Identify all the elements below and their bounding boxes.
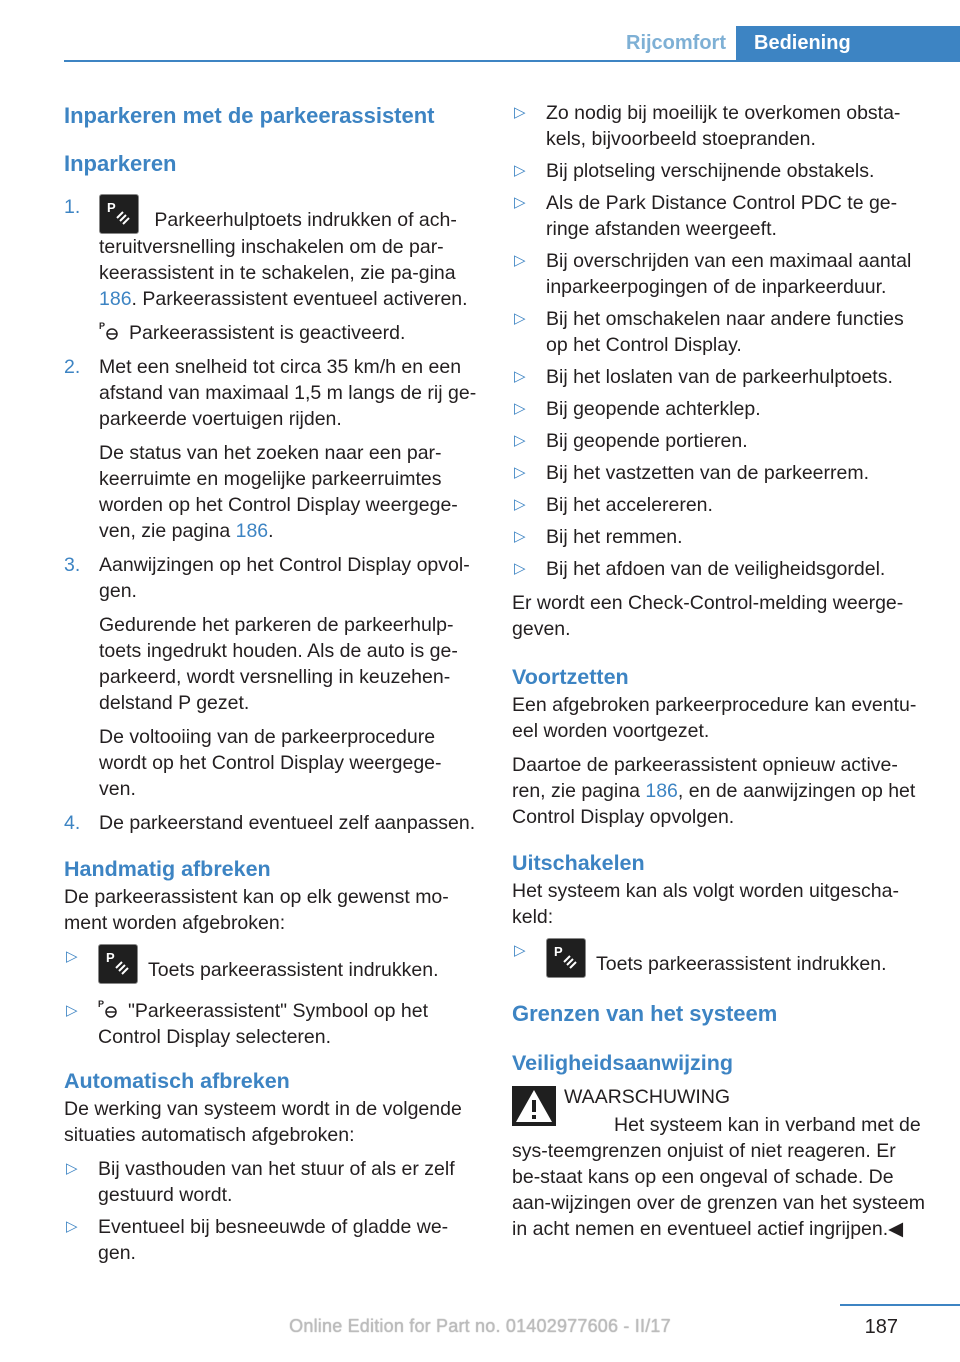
triangle-bullet-icon: ▷ [514,162,526,179]
continue-text-2 [512,752,928,830]
item-text: Bij het vastzetten van de parkeerrem. [546,462,869,484]
step-3 [64,552,478,802]
heading-veiligheidsaanwijzing: Veiligheidsaanwijzing [512,1051,734,1075]
step-number: 4. [64,812,81,834]
list-item [512,556,928,582]
right-column [512,100,928,1242]
tab-rijcomfort[interactable]: Rijcomfort [626,32,726,54]
triangle-bullet-icon: ▷ [514,194,526,211]
text-part: , en de aanwijzingen op het Control Display opvolgen. [512,780,916,828]
tab-bediening[interactable]: Bediening [736,26,960,62]
list-item [512,306,928,358]
item-text: Als de Park Distance Control PDC te ge-ringe afstanden weergeeft. [546,192,898,240]
triangle-bullet-icon: ▷ [514,252,526,269]
park-assist-button-icon [546,938,586,978]
triangle-bullet-icon: ▷ [514,528,526,545]
step-note [99,320,478,346]
step-note: De voltooiing van de parkeerprocedure wordt op het Control Display weergege-ven. [99,726,442,800]
svg-text:P: P [106,950,115,965]
check-control-text: Er wordt een Check-Control-melding weerge-geven. [512,592,904,640]
list-item [512,158,928,184]
item-text: Bij overschrijden van een maximaal aantal inparkeerpogingen of de inparkeerduur. [546,250,912,298]
step-text: . Parkeerassistent eventueel activeren. [131,288,468,310]
step-number: 3. [64,554,81,576]
list-item [64,944,478,984]
auto-intro: De werking van systeem wordt in de volgende situaties automatisch afgebroken: [64,1098,462,1146]
step-text: De parkeerstand eventueel zelf aanpassen. [99,812,476,834]
list-item [512,460,928,486]
list-item [512,524,928,550]
list-item [512,100,928,152]
triangle-bullet-icon: ▷ [514,560,526,577]
header-rule [64,60,960,62]
warning-title: WAARSCHUWING [564,1086,731,1108]
steps-list [64,194,478,836]
park-assist-symbol-icon [98,998,122,1020]
triangle-bullet-icon: ▷ [514,432,526,449]
park-assist-symbol-icon [99,320,123,342]
step-note [99,440,478,544]
item-text: Bij geopende portieren. [546,430,748,452]
triangle-bullet-icon: ▷ [66,1002,78,1019]
note-text: De status van het zoeken naar een par-keerruimte en mogelijke parkeerruimtes worden op het Control Display weergege-ven, zie pagina [99,442,458,542]
svg-text:P: P [107,200,116,215]
triangle-bullet-icon: ▷ [66,1218,78,1235]
step-text: Met een snelheid tot circa 35 km/h en een afstand van maximaal 1,5 m langs de rij ge-parkeerde voertuigen rijden. [99,356,477,430]
off-text: Het systeem kan als volgt worden uitgescha-keld: [512,880,899,928]
item-text: Bij vasthouden van het stuur of als er zelf gestuurd wordt. [98,1158,455,1206]
triangle-bullet-icon: ▷ [514,310,526,327]
step-text: Parkeerhulptoets indrukken of ach-teruitversnelling inschakelen om de par-keerassistent in te schakelen, zie pa-gina [99,209,457,284]
list-item [512,248,928,300]
footer-rule [840,1304,960,1306]
item-text: Zo nodig bij moeilijk te overkomen obsta-kels, bijvoorbeeld stoepranden. [546,102,901,150]
park-assist-button-icon [99,194,139,234]
step-1 [64,194,478,346]
step-note: Gedurende het parkeren de parkeerhulp-toets ingedrukt houden. Als de auto is ge-parkeerd, wordt versnelling in keuzehen-delstand P gezet. [99,614,458,714]
step-number: 2. [64,356,81,378]
note-text: . [268,520,274,542]
park-assist-button-icon [98,944,138,984]
heading-voortzetten: Voortzetten [512,665,629,689]
warning-text: Het systeem kan in verband met de sys-teemgrenzen onjuist of niet reageren. Er be-staat kans op een ongeval of schade. De aan-wijzingen over de grenzen van het systeem in acht nemen en eventueel actief ingrijpen.◀ [512,1114,925,1240]
subheading-inparkeren: Inparkeren [64,151,177,176]
warning-triangle-icon [512,1086,556,1126]
svg-text:P: P [99,321,106,331]
edition-text: Online Edition for Part no. 01402977606 - II/17 [289,1316,671,1336]
page-link[interactable]: 186 [645,780,678,802]
triangle-bullet-icon: ▷ [66,1160,78,1177]
step-4 [64,810,478,836]
list-item [512,428,928,454]
item-text: "Parkeerassistent" Symbool op het Control Display selecteren. [98,1000,428,1048]
step-number: 1. [64,196,81,218]
heading-automatisch-afbreken: Automatisch afbreken [64,1069,290,1093]
triangle-bullet-icon: ▷ [66,948,78,965]
heading-uitschakelen: Uitschakelen [512,851,645,875]
step-2 [64,354,478,544]
item-text: Toets parkeerassistent indrukken. [596,953,887,975]
item-text: Bij het accelereren. [546,494,713,516]
item-text: Bij het omschakelen naar andere functies op het Control Display. [546,308,904,356]
note-text: Parkeerassistent is geactiveerd. [129,322,406,344]
continue-text: Een afgebroken parkeerprocedure kan eventu-eel worden voortgezet. [512,694,917,742]
list-item [512,190,928,242]
manual-list [64,944,478,1050]
section-heading-inparkeren-met: Inparkeren met de parkeerassistent [64,103,435,128]
page-link[interactable]: 186 [99,288,132,310]
item-text: Eventueel bij besneeuwde of gladde we-gen. [98,1216,449,1264]
list-item [64,1214,478,1266]
list-item [512,492,928,518]
auto-list-right [512,100,928,582]
list-item [64,1156,478,1208]
svg-text:P: P [98,999,105,1009]
heading-handmatig-afbreken: Handmatig afbreken [64,857,271,881]
warning-block [512,1084,928,1242]
footer-edition [0,1316,960,1337]
text-part: Daartoe de parkeerassistent opnieuw active-ren, zie pagina [512,754,898,802]
item-text: Bij geopende achterklep. [546,398,761,420]
list-item [512,396,928,422]
item-text: Bij het afdoen van de veiligheidsgordel. [546,558,886,580]
triangle-bullet-icon: ▷ [514,496,526,513]
page-number: 187 [864,1316,898,1338]
list-item [64,998,478,1050]
svg-text:P: P [554,944,563,959]
triangle-bullet-icon: ▷ [514,368,526,385]
item-text: Bij het loslaten van de parkeerhulptoets. [546,366,893,388]
item-text: Bij plotseling verschijnende obstakels. [546,160,875,182]
step-text: Aanwijzingen op het Control Display opvol-gen. [99,554,470,602]
off-list [512,938,928,978]
list-item [512,364,928,390]
left-column [64,100,478,1274]
page-link[interactable]: 186 [235,520,269,542]
heading-grenzen: Grenzen van het systeem [512,1001,778,1026]
item-text: Toets parkeerassistent indrukken. [148,959,439,981]
triangle-bullet-icon: ▷ [514,400,526,417]
triangle-bullet-icon: ▷ [514,942,526,959]
item-text: Bij het remmen. [546,526,683,548]
triangle-bullet-icon: ▷ [514,104,526,121]
list-item [512,938,928,978]
triangle-bullet-icon: ▷ [514,464,526,481]
manual-intro: De parkeerassistent kan op elk gewenst mo-ment worden afgebroken: [64,886,449,934]
auto-list-left [64,1156,478,1266]
